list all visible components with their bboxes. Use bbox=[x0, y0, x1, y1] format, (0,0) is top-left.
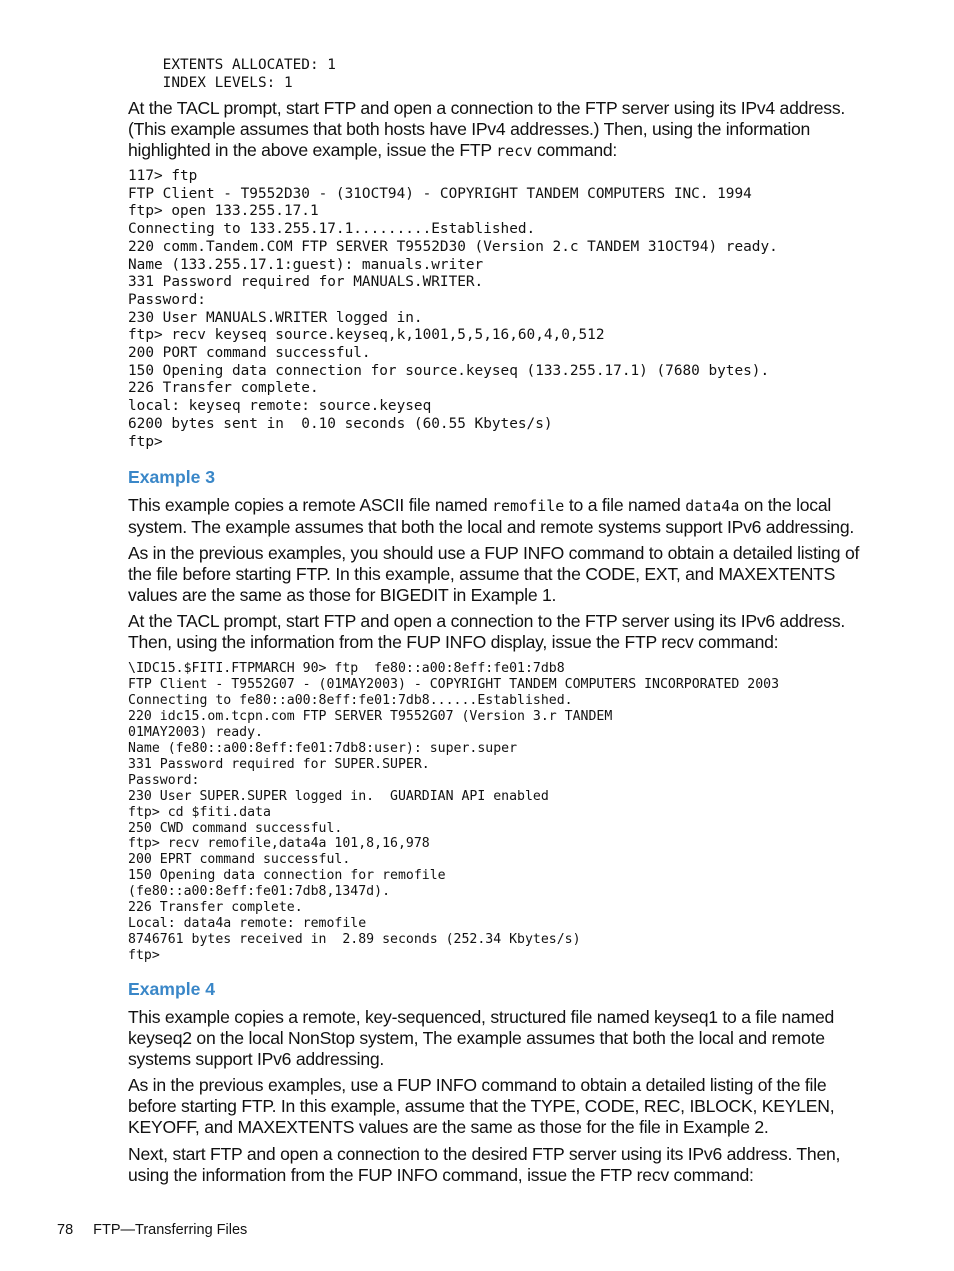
heading-example-4: Example 4 bbox=[128, 979, 216, 999]
code-line: Password: bbox=[128, 291, 206, 308]
inline-code-recv: recv bbox=[496, 142, 533, 160]
footer-section-title: FTP—Transferring Files bbox=[93, 1222, 248, 1238]
paragraph-example3-tacl: At the TACL prompt, start FTP and open a connection to the FTP server using its IPv6 address. Then, using the information from the FUP INFO display, issue the FTP recv command: bbox=[128, 611, 846, 652]
code-line: Local: data4a remote: remofile bbox=[128, 916, 367, 932]
heading-example-3: Example 3 bbox=[128, 467, 216, 487]
inline-code-remofile: remofile bbox=[492, 497, 565, 515]
code-line: ftp> open 133.255.17.1 bbox=[128, 203, 319, 220]
code-line: 150 Opening data connection for remofile bbox=[128, 868, 446, 884]
code-line: 150 Opening data connection for source.keyseq (133.255.17.1) (7680 bytes). bbox=[128, 362, 770, 379]
code-line: ftp> recv keyseq source.keyseq,k,1001,5,5,16,60,4,0,512 bbox=[128, 327, 605, 344]
code-line: 331 Password required for MANUALS.WRITER. bbox=[128, 274, 484, 291]
code-line: Password: bbox=[128, 772, 200, 788]
code-line: FTP Client - T9552D30 - (31OCT94) - COPYRIGHT TANDEM COMPUTERS INC. 1994 bbox=[128, 185, 752, 202]
code-line: 230 User SUPER.SUPER logged in. GUARDIAN API enabled bbox=[128, 788, 549, 804]
page-footer bbox=[57, 1222, 267, 1238]
code-block-ftp-ipv6 bbox=[128, 661, 779, 964]
code-line: ftp> bbox=[128, 948, 160, 964]
code-line: 230 User MANUALS.WRITER logged in. bbox=[128, 309, 423, 326]
code-line: 226 Transfer complete. bbox=[128, 380, 319, 397]
code-line: ftp> recv remofile,data4a 101,8,16,978 bbox=[128, 836, 430, 852]
code-line: Name (fe80::a00:8eff:fe01:7db8:user): super.super bbox=[128, 740, 518, 756]
code-block-top bbox=[128, 57, 336, 92]
code-line: FTP Client - T9552G07 - (01MAY2003) - COPYRIGHT TANDEM COMPUTERS INCORPORATED 2003 bbox=[128, 676, 780, 692]
paragraph-example3-fupinfo: As in the previous examples, you should use a FUP INFO command to obtain a detailed listing of the file before starting FTP. In this example, assume that the CODE, EXT, and MAXEXTENTS values are the same as those for BIGEDIT in Example 1. bbox=[128, 543, 860, 605]
code-line: 220 comm.Tandem.COM FTP SERVER T9552D30 (Version 2.c TANDEM 31OCT94) ready. bbox=[128, 238, 778, 255]
code-line: Connecting to 133.255.17.1.........Established. bbox=[128, 221, 536, 238]
code-line: INDEX LEVELS: 1 bbox=[128, 74, 293, 91]
code-line: \IDC15.$FITI.FTPMARCH 90> ftp fe80::a00:8eff:fe01:7db8 bbox=[128, 661, 565, 676]
paragraph-example4-fupinfo: As in the previous examples, use a FUP INFO command to obtain a detailed listing of the file before starting FTP. In this example, assume that the TYPE, CODE, REC, IBLOCK, KEYLEN, KEYOFF, and MAXEXTENTS values are the same as those for the file in Example 2. bbox=[128, 1075, 835, 1137]
code-line: 331 Password required for SUPER.SUPER. bbox=[128, 756, 430, 772]
code-line: 220 idc15.om.tcpn.com FTP SERVER T9552G07 (Version 3.r TANDEM bbox=[128, 708, 613, 724]
code-line: 8746761 bytes received in 2.89 seconds (252.34 Kbytes/s) bbox=[128, 932, 581, 948]
code-line: 6200 bytes sent in 0.10 seconds (60.55 Kbytes/s) bbox=[128, 415, 553, 432]
page-number: 78 bbox=[57, 1222, 74, 1238]
code-line: local: keyseq remote: source.keyseq bbox=[128, 398, 432, 415]
code-line: EXTENTS ALLOCATED: 1 bbox=[128, 57, 336, 73]
code-line: 200 EPRT command successful. bbox=[128, 852, 351, 868]
code-line: 117> ftp bbox=[128, 168, 198, 184]
code-line: 226 Transfer complete. bbox=[128, 900, 303, 916]
code-line: 250 CWD command successful. bbox=[128, 820, 343, 836]
code-line: Name (133.255.17.1:guest): manuals.writer bbox=[128, 256, 484, 273]
inline-code-data4a: data4a bbox=[685, 497, 740, 515]
paragraph-example3-intro: This example copies a remote ASCII file named remofile to a file named data4a on the local system. The example assumes that both the local and remote systems support IPv6 addressing. bbox=[128, 495, 855, 537]
code-line: Connecting to fe80::a00:8eff:fe01:7db8......Established. bbox=[128, 692, 573, 708]
paragraph-example4-next: Next, start FTP and open a connection to the desired FTP server using its IPv6 address. Then, using the information from the FUP INFO command, issue the FTP recv command: bbox=[128, 1144, 841, 1185]
code-line: 200 PORT command successful. bbox=[128, 345, 371, 362]
paragraph-tacl-ipv4: At the TACL prompt, start FTP and open a connection to the FTP server using its IPv4 address. (This example assumes that both hosts have IPv4 addresses.) Then, using the information highlighted in the above example, issue the FTP recv command: bbox=[128, 98, 846, 160]
code-line: ftp> bbox=[128, 433, 163, 450]
paragraph-example4-intro: This example copies a remote, key-sequenced, structured file named keyseq1 to a file named keyseq2 on the local NonStop system, The example assumes that both the local and remote systems support IPv6 addressing. bbox=[128, 1007, 835, 1069]
code-line: 01MAY2003) ready. bbox=[128, 724, 263, 740]
code-line: ftp> cd $fiti.data bbox=[128, 804, 271, 820]
code-block-ftp-ipv4 bbox=[128, 168, 778, 451]
code-line: (fe80::a00:8eff:fe01:7db8,1347d). bbox=[128, 884, 391, 900]
